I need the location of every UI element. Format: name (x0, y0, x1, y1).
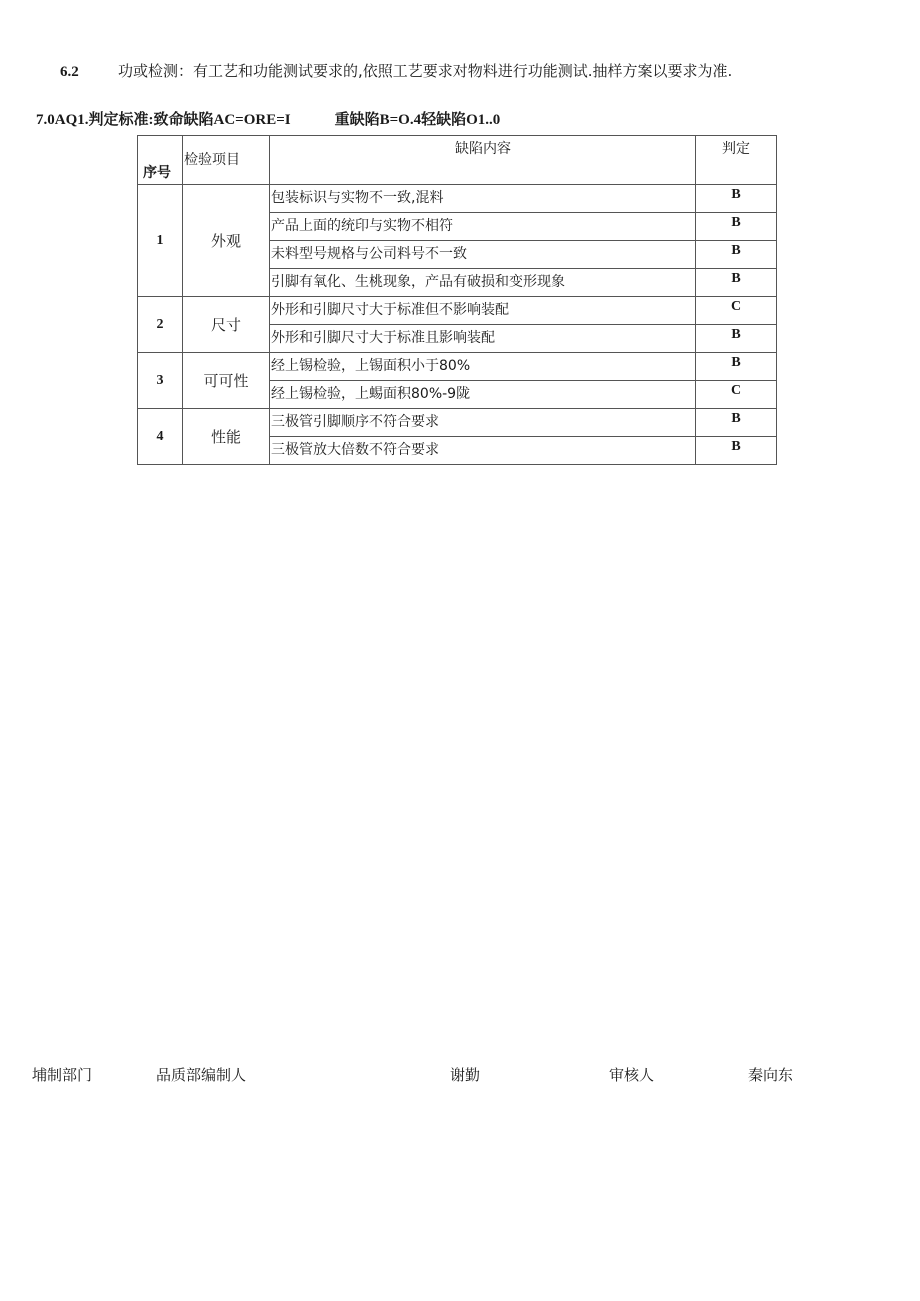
table-row (138, 185, 777, 213)
header-item: 检验项目 (184, 152, 240, 168)
footer-dept-value: 品质部编制人 (156, 1066, 247, 1084)
section-6-2-text: 功或检测：有工艺和功能测试要求的,依照工艺要求对物料进行功能测试.抽样方案以要求为准. (118, 62, 733, 80)
section-6-2 (60, 60, 732, 81)
header-seq-cell (138, 136, 183, 185)
desc-cell: 外形和引脚尺寸大于标准且影响装配 (270, 325, 696, 353)
defect-table (137, 135, 777, 465)
section-7-0-part1: 7.0AQ1.判定标准:致命缺陷AC=ORE=I (36, 112, 291, 128)
judge-cell: B (696, 213, 777, 241)
header-judge: 判定 (722, 141, 750, 157)
item-cell: 外观 (183, 185, 270, 297)
desc-cell: 三极管引脚顺序不符合要求 (270, 409, 696, 437)
judge-cell: C (696, 381, 777, 409)
desc-cell: 产品上面的统印与实物不相符 (270, 213, 696, 241)
header-judge-cell (696, 136, 777, 185)
table-row (138, 353, 777, 381)
desc-cell: 包装标识与实物不一致,混料 (270, 185, 696, 213)
desc-cell: 经上锡检验，上锡面积小于80% (270, 353, 696, 381)
section-7-0 (36, 108, 500, 129)
judge-cell: C (696, 297, 777, 325)
table-header-row (138, 136, 777, 185)
judge-cell: B (696, 353, 777, 381)
footer-reviewer: 秦向东 (748, 1066, 794, 1084)
section-7-0-part2: 重缺陷B=O.4轻缺陷O1..0 (334, 112, 501, 128)
footer-dept-label: 埔制部门 (32, 1066, 93, 1084)
judge-cell: B (696, 241, 777, 269)
seq-cell: 3 (138, 353, 183, 409)
header-item-cell (183, 136, 270, 185)
desc-cell: 未料型号规格与公司料号不一致 (270, 241, 696, 269)
desc-cell: 三极管放大倍数不符合要求 (270, 437, 696, 465)
table-row (138, 409, 777, 437)
footer-author: 谢勤 (450, 1066, 481, 1084)
judge-cell: B (696, 409, 777, 437)
seq-cell: 4 (138, 409, 183, 465)
desc-cell: 经上锡检验，上蜴面积80%-9陇 (270, 381, 696, 409)
judge-cell: B (696, 437, 777, 465)
judge-cell: B (696, 269, 777, 297)
judge-cell: B (696, 185, 777, 213)
seq-cell: 1 (138, 185, 183, 297)
section-6-2-number: 6.2 (60, 64, 79, 80)
header-desc: 缺陷内容 (455, 141, 511, 157)
header-seq: 序号 (143, 166, 171, 181)
desc-cell: 外形和引脚尺寸大于标准但不影响装配 (270, 297, 696, 325)
seq-cell: 2 (138, 297, 183, 353)
header-desc-cell (270, 136, 696, 185)
desc-cell: 引脚有氧化、生桃现象，产品有破损和变形现象 (270, 269, 696, 297)
footer-reviewer-label: 审核人 (609, 1066, 655, 1084)
table-row (138, 297, 777, 325)
judge-cell: B (696, 325, 777, 353)
item-cell: 可可性 (183, 353, 270, 409)
item-cell: 尺寸 (183, 297, 270, 353)
item-cell: 性能 (183, 409, 270, 465)
